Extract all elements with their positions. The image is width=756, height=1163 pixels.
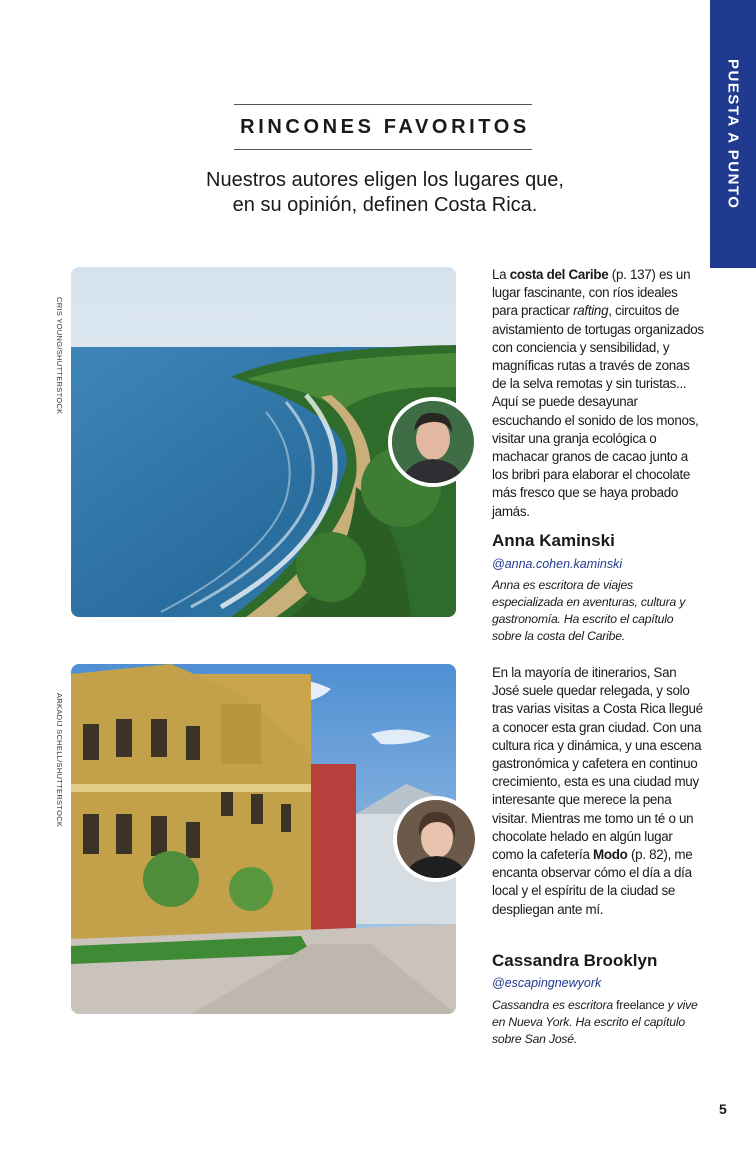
page-number: 5 xyxy=(719,1101,727,1117)
author-bio-2 xyxy=(492,997,704,1048)
author-bio-2-c: y vive en Nueva York. Ha escrito el capítulo sobre San José. xyxy=(492,998,698,1046)
author-handle-1[interactable]: @anna.cohen.kaminski xyxy=(492,557,623,571)
author-handle-2[interactable]: @escapingnewyork xyxy=(492,976,602,990)
entry-2-text-2: (p. 82), me encanta observar cómo el día a día local y el espíritu de la ciudad se despliegan ante mí. xyxy=(492,847,693,917)
author-name-1: Anna Kaminski xyxy=(492,531,615,550)
subtitle-line-1: Nuestros autores eligen los lugares que, xyxy=(206,169,564,191)
subtitle-line-2: en su opinión, definen Costa Rica. xyxy=(232,194,538,216)
entry-1-body xyxy=(492,266,704,521)
entry-1-text-1: La xyxy=(492,267,510,282)
page-subtitle xyxy=(170,168,600,218)
author-bio-2-b: freelance xyxy=(616,998,665,1012)
section-tab xyxy=(710,0,756,268)
photo-credit-1: CRIS YOUNG/SHUTTERSTOCK xyxy=(55,297,64,415)
section-tab-label: PUESTA A PUNTO xyxy=(724,58,742,210)
entry-1-text-3: , circuitos de avistamiento de tortugas organizados con conciencia y sensibilidad, y magníficas rutas a través de zonas de la selva remotas y sin turistas... Aquí se puede desayunar escuchando el sonido de los monos, visitar una granja ecológica o machacar granos de cacao junto a los bribri para elaborar el chocolate más fresco que se haya probado jamás. xyxy=(492,303,704,519)
modo-cafe-link: Modo xyxy=(593,847,628,863)
rafting-term: rafting xyxy=(573,303,609,319)
photo-credit-2: ARKADIJ SCHELL/SHUTTERSTOCK xyxy=(55,693,64,828)
author-name-2: Cassandra Brooklyn xyxy=(492,951,658,970)
entry-2-body xyxy=(492,664,704,919)
caribbean-coast-link: costa del Caribe xyxy=(509,267,609,282)
title-rule-top xyxy=(234,104,532,105)
cassandra-brooklyn-avatar xyxy=(393,796,479,882)
entry-1-text-2: (p. 137) es un lugar fascinante, con ríos ideales para practicar xyxy=(492,267,691,319)
anna-kaminski-avatar xyxy=(388,397,478,487)
author-bio-2-a: Cassandra es escritora xyxy=(492,998,617,1012)
page-title: RINCONES FAVORITOS xyxy=(240,116,530,138)
entry-2-text-1: En la mayoría de itinerarios, San José suele quedar relegada, y solo tras varias visitas a Costa Rica llegué a conocer esta gran ciudad. Con una cultura rica y dinámica, y una escena gastronómica y cafetera en continuo crecimiento, esta es una ciudad muy interesante que merece la pena visitar. Mientras me tomo un té o un chocolate helado en algún lugar como la cafetería xyxy=(492,665,703,863)
author-bio-1: Anna es escritora de viajes especializada en aventuras, cultura y gastronomía. Ha escrito el capítulo sobre la costa del Caribe. xyxy=(492,578,686,643)
title-rule-bottom xyxy=(234,149,532,150)
